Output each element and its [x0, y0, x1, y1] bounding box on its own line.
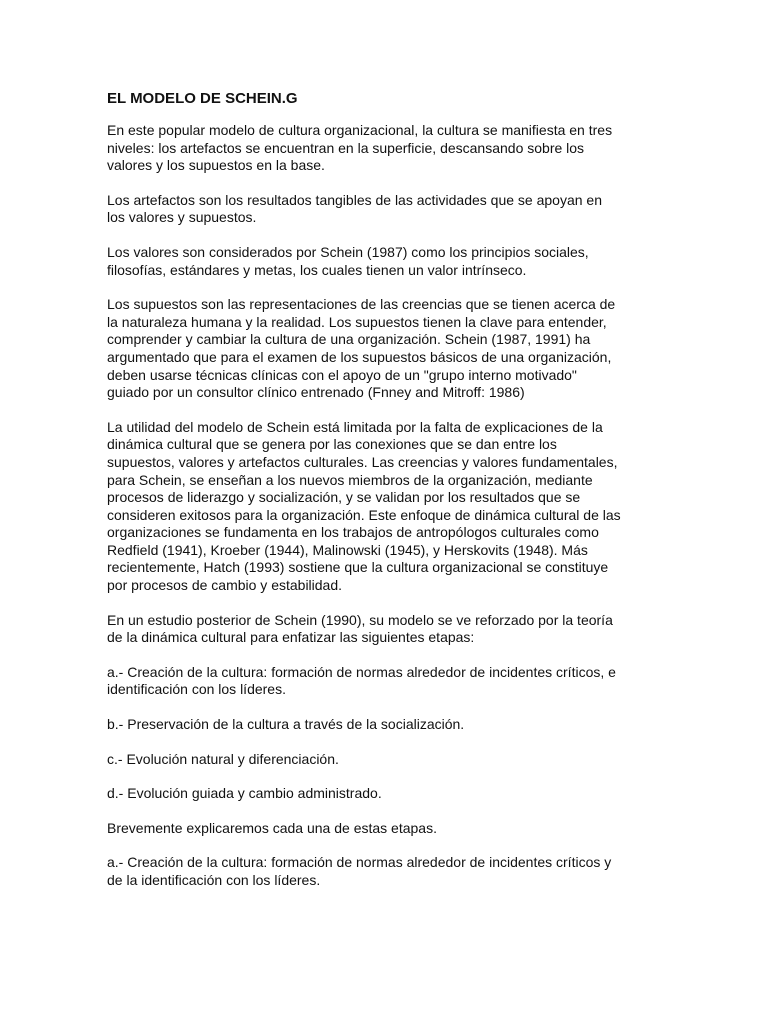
- paragraph-line: para Schein, se enseñan a los nuevos miembros de la organización, mediante: [107, 471, 593, 488]
- paragraph-line: identificación con los líderes.: [107, 681, 286, 698]
- document-body: [107, 122, 667, 890]
- paragraph-line: filosofías, estándares y metas, los cuales tienen un valor intrínseco.: [107, 261, 527, 278]
- paragraph: [107, 296, 667, 402]
- paragraph-line: Brevemente explicaremos cada una de estas etapas.: [107, 819, 437, 836]
- paragraph-line: de la dinámica cultural para enfatizar las siguientes etapas:: [107, 629, 475, 646]
- paragraph-line: guiado por un consultor clínico entrenado (Fnney and Mitroff: 1986): [107, 384, 525, 401]
- paragraph: [107, 751, 667, 769]
- paragraph-line: Redfield (1941), Kroeber (1944), Malinowski (1945), y Herskovits (1948). Más: [107, 541, 588, 558]
- paragraph-line: comprender y cambiar la cultura de una organización. Schein (1987, 1991) ha: [107, 331, 591, 348]
- paragraph-line: c.- Evolución natural y diferenciación.: [107, 750, 339, 767]
- paragraph: [107, 785, 667, 803]
- paragraph-line: procesos de liderazgo y socialización, y se validan por los resultados que se: [107, 489, 581, 506]
- paragraph-line: deben usarse técnicas clínicas con el apoyo de un "grupo interno motivado": [107, 366, 577, 383]
- paragraph-line: En este popular modelo de cultura organizacional, la cultura se manifiesta en tres: [107, 122, 613, 138]
- paragraph-line: En un estudio posterior de Schein (1990), su modelo se ve reforzado por la teoría: [107, 611, 613, 628]
- paragraph: [107, 716, 667, 734]
- paragraph-line: por procesos de cambio y estabilidad.: [107, 577, 343, 594]
- paragraph-line: argumentado que para el examen de los supuestos básicos de una organización,: [107, 348, 612, 365]
- paragraph-line: supuestos, valores y artefactos culturales. Las creencias y valores fundamentales,: [107, 453, 618, 470]
- paragraph-line: organizaciones se fundamenta en los trabajos de antropólogos culturales como: [107, 524, 599, 541]
- paragraph: [107, 419, 667, 595]
- paragraph-line: consideren exitosos para la organización. Este enfoque de dinámica cultural de las: [107, 506, 621, 523]
- paragraph-line: de la identificación con los líderes.: [107, 872, 321, 888]
- paragraph-line: la naturaleza humana y la realidad. Los supuestos tienen la clave para entender,: [107, 313, 607, 330]
- document-title: EL MODELO DE SCHEIN.G: [107, 90, 298, 107]
- paragraph-line: Los valores son considerados por Schein (1987) como los principios sociales,: [107, 243, 589, 260]
- paragraph-line: niveles: los artefactos se encuentran en la superficie, descansando sobre los: [107, 139, 585, 156]
- paragraph: [107, 854, 667, 889]
- paragraph-line: a.- Creación de la cultura: formación de normas alrededor de incidentes críticos, e: [107, 663, 616, 680]
- paragraph-line: dinámica cultural que se genera por las conexiones que se dan entre los: [107, 436, 557, 453]
- paragraph-line: recientemente, Hatch (1993) sostiene que la cultura organizacional se constituye: [107, 559, 609, 576]
- paragraph-line: a.- Creación de la cultura: formación de normas alrededor de incidentes críticos y: [107, 854, 612, 871]
- document-page: [107, 89, 667, 907]
- paragraph: [107, 122, 667, 175]
- paragraph: [107, 664, 667, 699]
- paragraph-line: d.- Evolución guiada y cambio administrado.: [107, 785, 382, 802]
- paragraph-line: valores y los supuestos en la base.: [107, 157, 325, 174]
- paragraph: [107, 192, 667, 227]
- paragraph-line: La utilidad del modelo de Schein está limitada por la falta de explicaciones de la: [107, 418, 603, 435]
- paragraph: [107, 244, 667, 279]
- paragraph: [107, 820, 667, 838]
- paragraph-line: los valores y supuestos.: [107, 209, 257, 226]
- paragraph-line: b.- Preservación de la cultura a través de la socialización.: [107, 716, 465, 733]
- paragraph-line: Los supuestos son las representaciones de las creencias que se tienen acerca de: [107, 296, 616, 313]
- paragraph: [107, 612, 667, 647]
- paragraph-line: Los artefactos son los resultados tangibles de las actividades que se apoyan en: [107, 191, 602, 208]
